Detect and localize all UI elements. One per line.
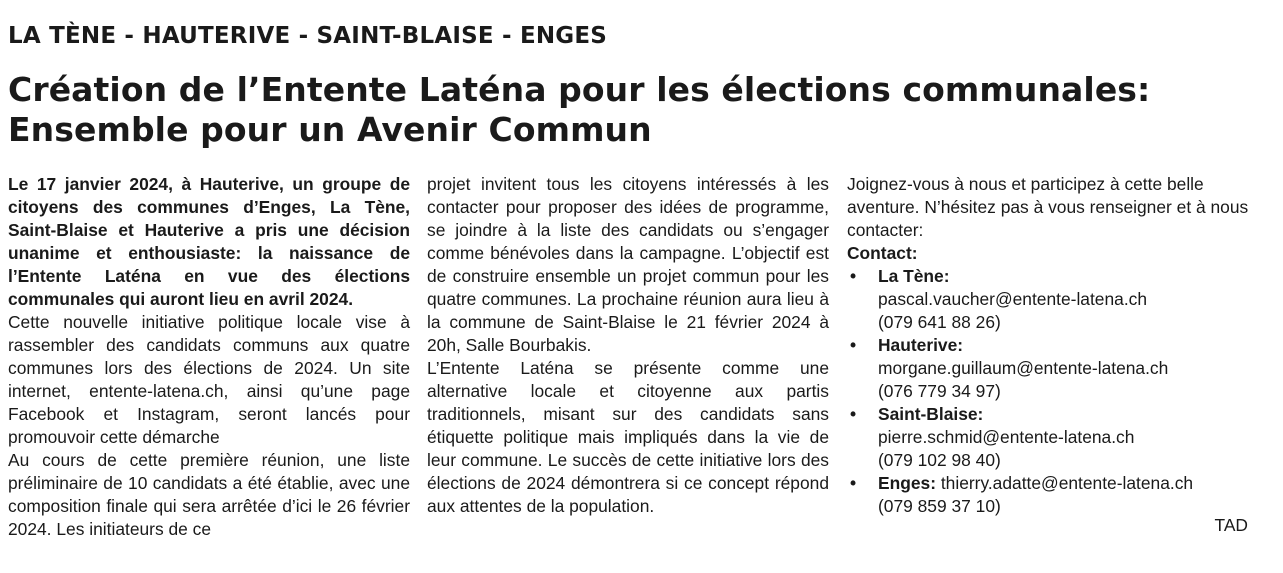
column-1 (8, 173, 410, 541)
contact-item-saint-blaise (847, 403, 1249, 472)
bullet-icon: • (850, 404, 857, 424)
contact-place: Hauterive: (878, 335, 964, 355)
paragraph-3: L’Entente Laténa se présente comme une alternative locale et citoyenne aux partis traditionnels, misant sur des candidats sans étiquette politique mais impliqués dans la vie de leur commune. Le succès de cette initiative lors des élections de 2024 démontrera si ce concept répond aux attentes de la population. (427, 358, 829, 516)
contact-email[interactable]: thierry.adatte@entente-latena.ch (940, 473, 1194, 493)
contact-place: Enges: (878, 473, 936, 493)
contact-item-hauterive (847, 334, 1249, 403)
author-signature: TAD (1214, 515, 1248, 535)
contact-item-enges (847, 472, 1249, 518)
contact-list (847, 265, 1249, 518)
contact-email[interactable]: pierre.schmid@entente-latena.ch (878, 427, 1135, 447)
contact-phone: (079 641 88 26) (878, 312, 1001, 332)
headline (8, 70, 1268, 150)
contact-phone: (079 859 37 10) (878, 496, 1001, 516)
contact-place: Saint-Blaise: (878, 404, 984, 424)
contact-item-la-tene (847, 265, 1249, 334)
headline-line-1: Création de l’Entente Laténa pour les élections communales: (8, 70, 1151, 109)
column-3 (847, 173, 1249, 518)
bullet-icon: • (850, 473, 857, 493)
paragraph-4: Joignez-vous à nous et participez à cette belle aventure. N’hésitez pas à vous renseigner et à nous contacter: (847, 174, 1249, 240)
contact-phone: (076 779 34 97) (878, 381, 1001, 401)
lead-paragraph: Le 17 janvier 2024, à Hauterive, un groupe de citoyens des communes d’Enges, La Tène, Saint-Blaise et Hauterive a pris une décision unanime et enthousiaste: la naissance de l’Entente Laténa en vue des élections communales qui auront lieu en avril 2024. (8, 174, 410, 309)
kicker: LA TÈNE - HAUTERIVE - SAINT-BLAISE - ENGES (8, 23, 608, 49)
bullet-icon: • (850, 266, 857, 286)
contact-email[interactable]: morgane.guillaum@entente-latena.ch (878, 358, 1169, 378)
contact-title: Contact: (847, 243, 918, 263)
contact-phone: (079 102 98 40) (878, 450, 1001, 470)
bullet-icon: • (850, 335, 857, 355)
column-2 (427, 173, 829, 518)
contact-email[interactable]: pascal.vaucher@entente-latena.ch (878, 289, 1148, 309)
paragraph-2-start: Au cours de cette première réunion, une liste préliminaire de 10 candidats a été établie, avec une composition finale qui sera arrêtée d’ici le 26 février 2024. Les initiateurs de ce (8, 450, 410, 539)
contact-place: La Tène: (878, 266, 950, 286)
headline-line-2: Ensemble pour un Avenir Commun (8, 110, 652, 149)
paragraph-1: Cette nouvelle initiative politique locale vise à rassembler des candidats communs aux quatre communes lors des élections de 2024. Un site internet, entente-latena.ch, ainsi qu’une page Facebook et Instagram, seront lancés pour promouvoir cette démarche (8, 312, 410, 447)
paragraph-2-continued: projet invitent tous les citoyens intéressés à les contacter pour proposer des idées de programme, se joindre à la liste des candidats ou s’engager comme bénévoles dans la campagne. L’objectif est de construire ensemble un projet commun pour les quatre communes. La prochaine réunion aura lieu à la commune de Saint-Blaise le 21 février 2024 à 20h, Salle Bourbakis. (427, 174, 829, 355)
